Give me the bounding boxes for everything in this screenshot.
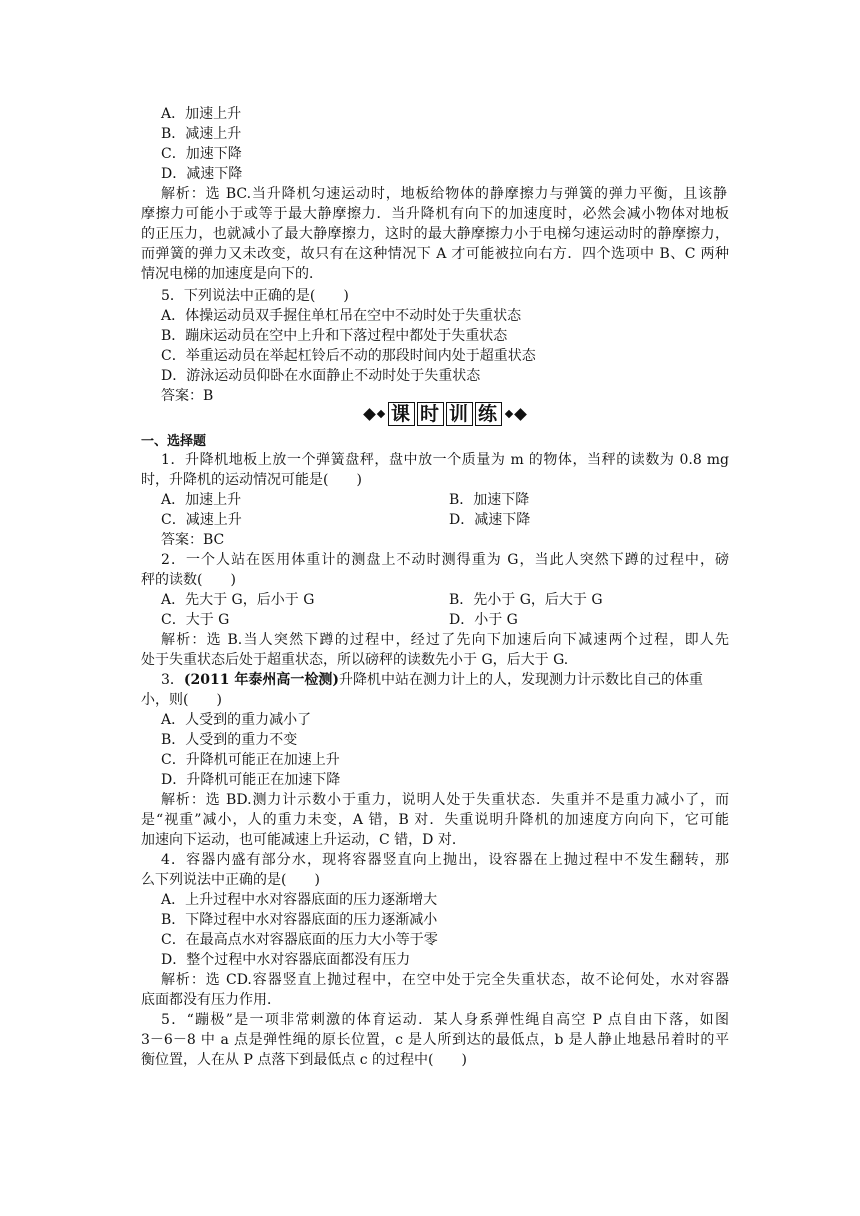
question-stem: 秤的读数( ) [141, 572, 236, 588]
question-stem: 3．(2011 年泰州高一检测)升降机中站在测力计上的人，发现测力计示数比自己的体重 [161, 672, 704, 688]
analysis-line: 情况电梯的加速度是向下的． [141, 266, 323, 282]
option-c: C．加速下降 [161, 146, 242, 162]
option-a: A．上升过程中水对容器底面的压力逐渐增大 [161, 892, 438, 908]
analysis-line: 解析：选 BC.当升降机匀速运动时，地板给物体的静摩擦力与弹簧的弹力平衡，且该静 [161, 186, 727, 202]
analysis-line: 处于失重状态后处于超重状态，所以磅秤的读数先小于 G，后大于 G. [141, 652, 569, 668]
option-b: B．蹦床运动员在空中上升和下落过程中都处于失重状态 [161, 328, 508, 344]
option-b: B．先小于 G，后大于 G [449, 592, 603, 608]
option-a: A．加速上升 [161, 492, 242, 508]
option-a: A．人受到的重力减小了 [161, 712, 312, 728]
option-b: B．下降过程中水对容器底面的压力逐渐减小 [161, 912, 438, 928]
analysis-line: 解析：选 CD.容器竖直上抛过程中，在空中处于完全失重状态，故不论何处，水对容器 [161, 972, 729, 988]
diamond-icon [377, 410, 385, 418]
option-c: C．举重运动员在举起杠铃后不动的那段时间内处于超重状态 [161, 348, 536, 364]
analysis-line: 解析：选 B.当人突然下蹲的过程中，经过了先向下加速后向下减速两个过程，即人先 [161, 632, 729, 648]
option-c: C．大于 G [161, 612, 230, 628]
analysis-line: 加速向下运动，也可能减速上升运动，C 错，D 对． [141, 832, 466, 848]
diamond-icon [363, 408, 376, 421]
analysis-line: 摩擦力可能小于或等于最大静摩擦力．当升降机有向下的加速度时，必然会减小物体对地板 [141, 206, 729, 222]
diamond-icon [514, 408, 527, 421]
question-stem: 4．容器内盛有部分水，现将容器竖直向上抛出，设容器在上抛过程中不发生翻转，那 [161, 852, 729, 868]
question-stem: 2．一个人站在医用体重计的测盘上不动时测得重为 G，当此人突然下蹲的过程中，磅 [161, 552, 729, 568]
option-a: A．先大于 G，后小于 G [161, 592, 315, 608]
option-b: B．减速上升 [161, 126, 242, 142]
option-d: D．减速下降 [161, 166, 243, 182]
option-d: D．小于 G [449, 612, 518, 628]
option-c: C．在最高点水对容器底面的压力大小等于零 [161, 932, 438, 948]
banner-char: 训 [446, 402, 473, 426]
banner-char: 时 [417, 402, 444, 426]
option-a: A．体操运动员双手握住单杠吊在空中不动时处于失重状态 [161, 308, 522, 324]
banner-char: 练 [475, 402, 502, 426]
analysis-line: 是“视重”减小，人的重力未变，A 错，B 对．失重说明升降机的加速度方向向下，它可能 [141, 812, 729, 828]
section-banner [350, 401, 540, 427]
answer: 答案：B [161, 388, 214, 404]
analysis-line: 底面都没有压力作用． [141, 992, 281, 1008]
analysis-line: 而弹簧的弹力又未改变，故只有在这种情况下 A 才可能被拉向右方．四个选项中 B、C 两种 [141, 246, 729, 262]
option-d: D．游泳运动员仰卧在水面静止不动时处于失重状态 [161, 368, 481, 384]
question-stem: 1．升降机地板上放一个弹簧盘秤，盘中放一个质量为 m 的物体，当秤的读数为 0.8 mg [161, 452, 729, 468]
answer: 答案：BC [161, 532, 225, 548]
banner-char: 课 [388, 402, 415, 426]
option-d: D．升降机可能正在加速下降 [161, 772, 341, 788]
analysis-line: 的正压力，也就减小了最大静摩擦力，这时的最大静摩擦力小于电梯匀速运动时的静摩擦力， [141, 226, 729, 242]
question-stem: 衡位置，人在从 P 点落下到最低点 c 的过程中( ) [141, 1052, 467, 1068]
question-stem: 时，升降机的运动情况可能是( ) [141, 472, 362, 488]
option-c: C．升降机可能正在加速上升 [161, 752, 340, 768]
question-source: (2011 年泰州高一检测) [183, 672, 340, 688]
option-b: B．人受到的重力不变 [161, 732, 298, 748]
diamond-icon [505, 410, 513, 418]
analysis-line: 解析：选 BD.测力计示数小于重力，说明人处于失重状态．失重并不是重力减小了，而 [161, 792, 729, 808]
question-stem: 5．“蹦极”是一项非常刺激的体育运动．某人身系弹性绳自高空 P 点自由下落，如图 [161, 1012, 729, 1028]
question-stem: 小，则( ) [141, 692, 222, 708]
question-stem: 5．下列说法中正确的是( ) [161, 288, 349, 304]
question-stem: 么下列说法中正确的是( ) [141, 872, 320, 888]
option-d: D．减速下降 [449, 512, 531, 528]
option-d: D．整个过程中水对容器底面都没有压力 [161, 952, 411, 968]
section-heading: 一、选择题 [141, 434, 207, 449]
question-stem: 3－6－8 中 a 点是弹性绳的原长位置，c 是人所到达的最低点，b 是人静止地悬吊着时的平 [141, 1032, 729, 1048]
option-a: A．加速上升 [161, 106, 242, 122]
banner-title [388, 402, 502, 426]
option-b: B．加速下降 [449, 492, 530, 508]
option-c: C．减速上升 [161, 512, 242, 528]
